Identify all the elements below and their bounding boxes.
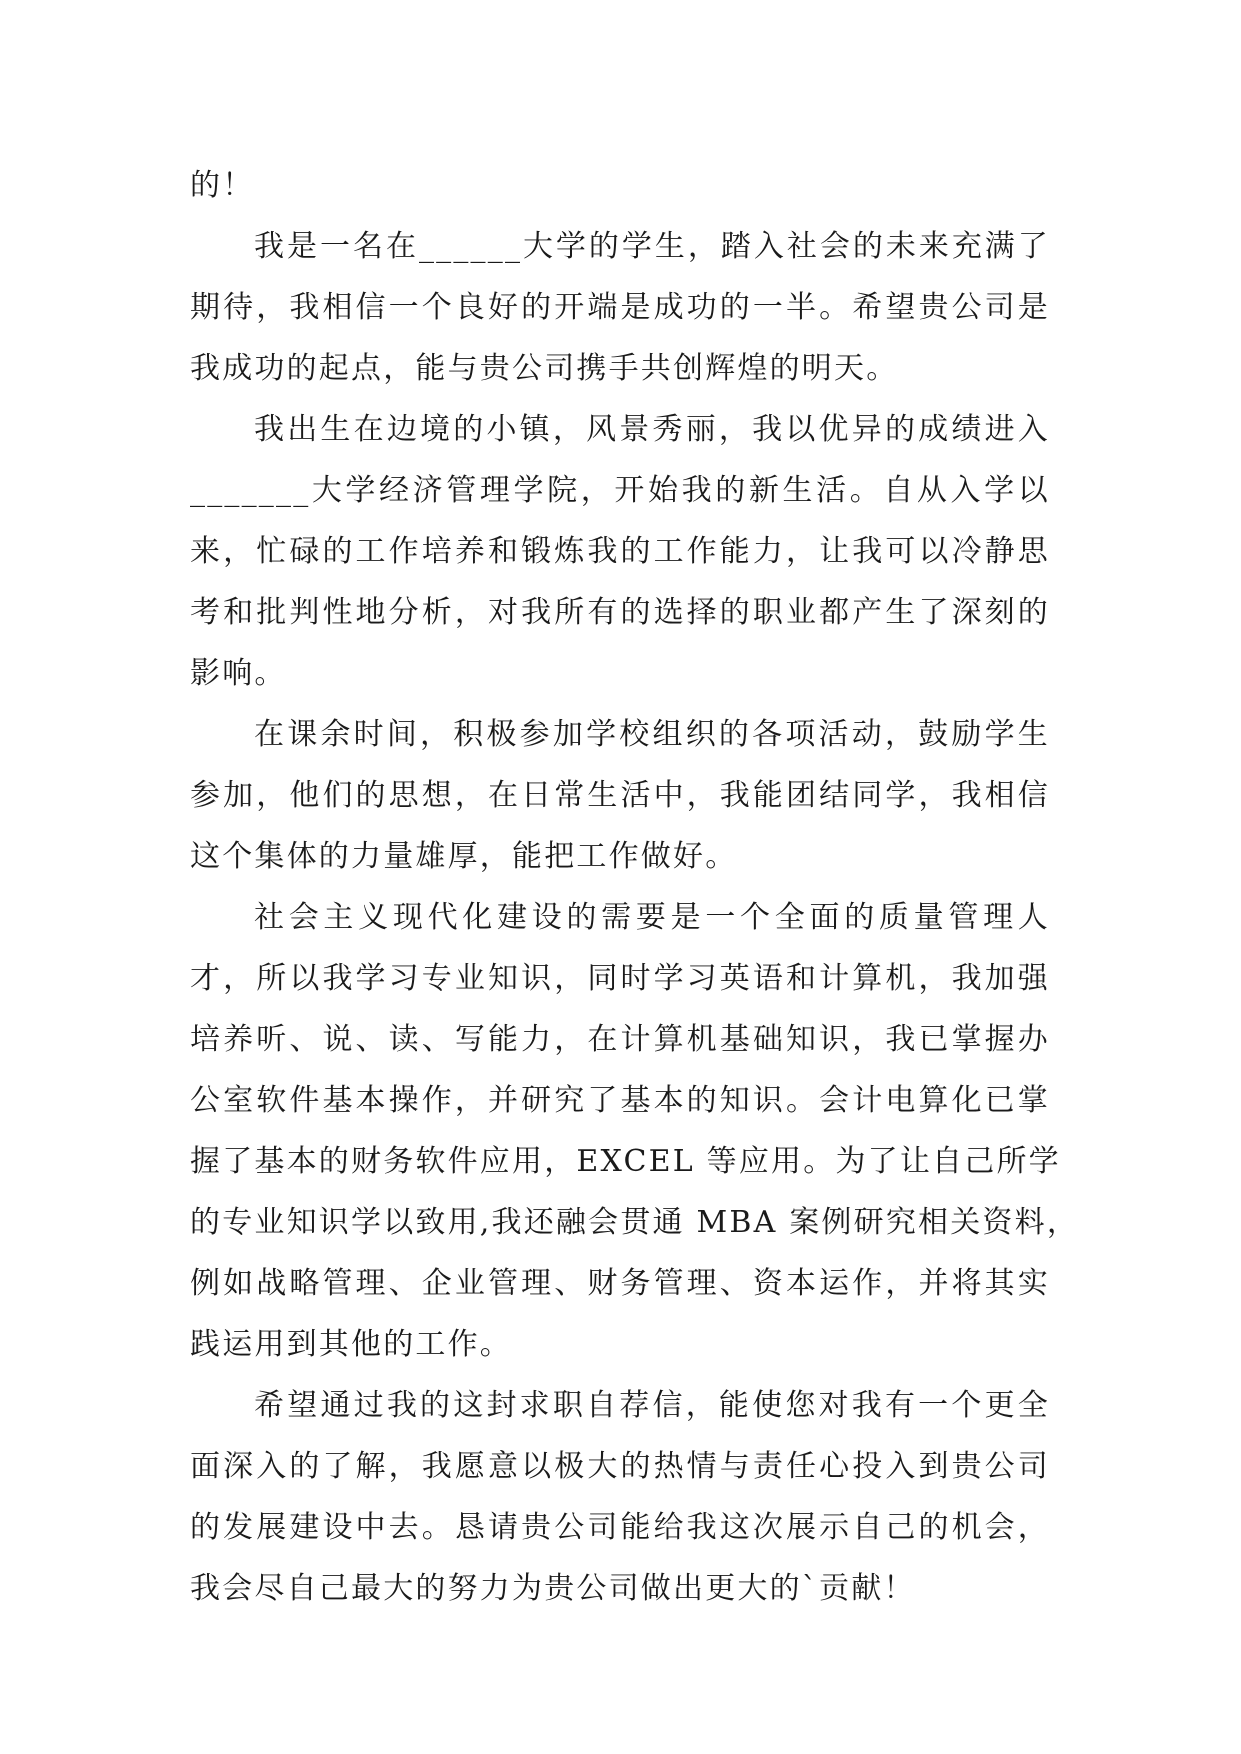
paragraph-skills [190,887,1080,1375]
text-line: 我是一名在______大学的学生，踏入社会的未来充满了 [254,229,1050,264]
paragraph-closing [190,1375,1050,1619]
text-line: 来，忙碌的工作培养和锻炼我的工作能力，让我可以冷静思 [190,534,1050,569]
text-line: 践运用到其他的工作。 [190,1327,512,1362]
text-line: 的！ [190,168,255,203]
text-line: 这个集体的力量雄厚，能把工作做好。 [190,839,738,874]
text-line: 我出生在边境的小镇，风景秀丽，我以优异的成绩进入 [254,412,1050,447]
text-line: 我成功的起点，能与贵公司携手共创辉煌的明天。 [190,351,899,386]
text-line: 在课余时间，积极参加学校组织的各项活动，鼓励学生 [254,717,1050,752]
text-line: 希望通过我的这封求职自荐信，能使您对我有一个更全 [254,1388,1050,1423]
text-line: 公室软件基本操作，并研究了基本的知识。会计电算化已掌 [190,1083,1050,1118]
text-line: 例如战略管理、企业管理、财务管理、资本运作，并将其实 [190,1266,1050,1301]
text-line: 考和批判性地分析，对我所有的选择的职业都产生了深刻的 [190,595,1050,630]
text-line: 握了基本的财务软件应用，EXCEL 等应用。为了让自己所学 [190,1144,1061,1179]
text-line: 参加，他们的思想，在日常生活中，我能团结同学，我相信 [190,778,1050,813]
text-line: 社会主义现代化建设的需要是一个全面的质量管理人 [254,900,1050,935]
text-line: 我会尽自己最大的努力为贵公司做出更大的`贡献！ [190,1571,916,1606]
text-line: 的发展建设中去。恳请贵公司能给我这次展示自己的机会， [190,1510,1050,1545]
text-line: 影响。 [190,656,287,691]
paragraph-continuation [190,155,1050,216]
text-line: 面深入的了解，我愿意以极大的热情与责任心投入到贵公司 [190,1449,1050,1484]
paragraph-introduction [190,216,1050,399]
text-line: 才，所以我学习专业知识，同时学习英语和计算机，我加强 [190,961,1050,996]
text-line: 培养听、说、读、写能力，在计算机基础知识，我已掌握办 [190,1022,1050,1057]
paragraph-activities [190,704,1050,887]
text-line: 的专业知识学以致用,我还融会贯通 MBA 案例研究相关资料， [190,1205,1080,1240]
letter-body [190,155,1080,1619]
text-line: 期待，我相信一个良好的开端是成功的一半。希望贵公司是 [190,290,1050,325]
text-line: _______大学经济管理学院，开始我的新生活。自从入学以 [190,473,1050,508]
paragraph-background [190,399,1050,704]
